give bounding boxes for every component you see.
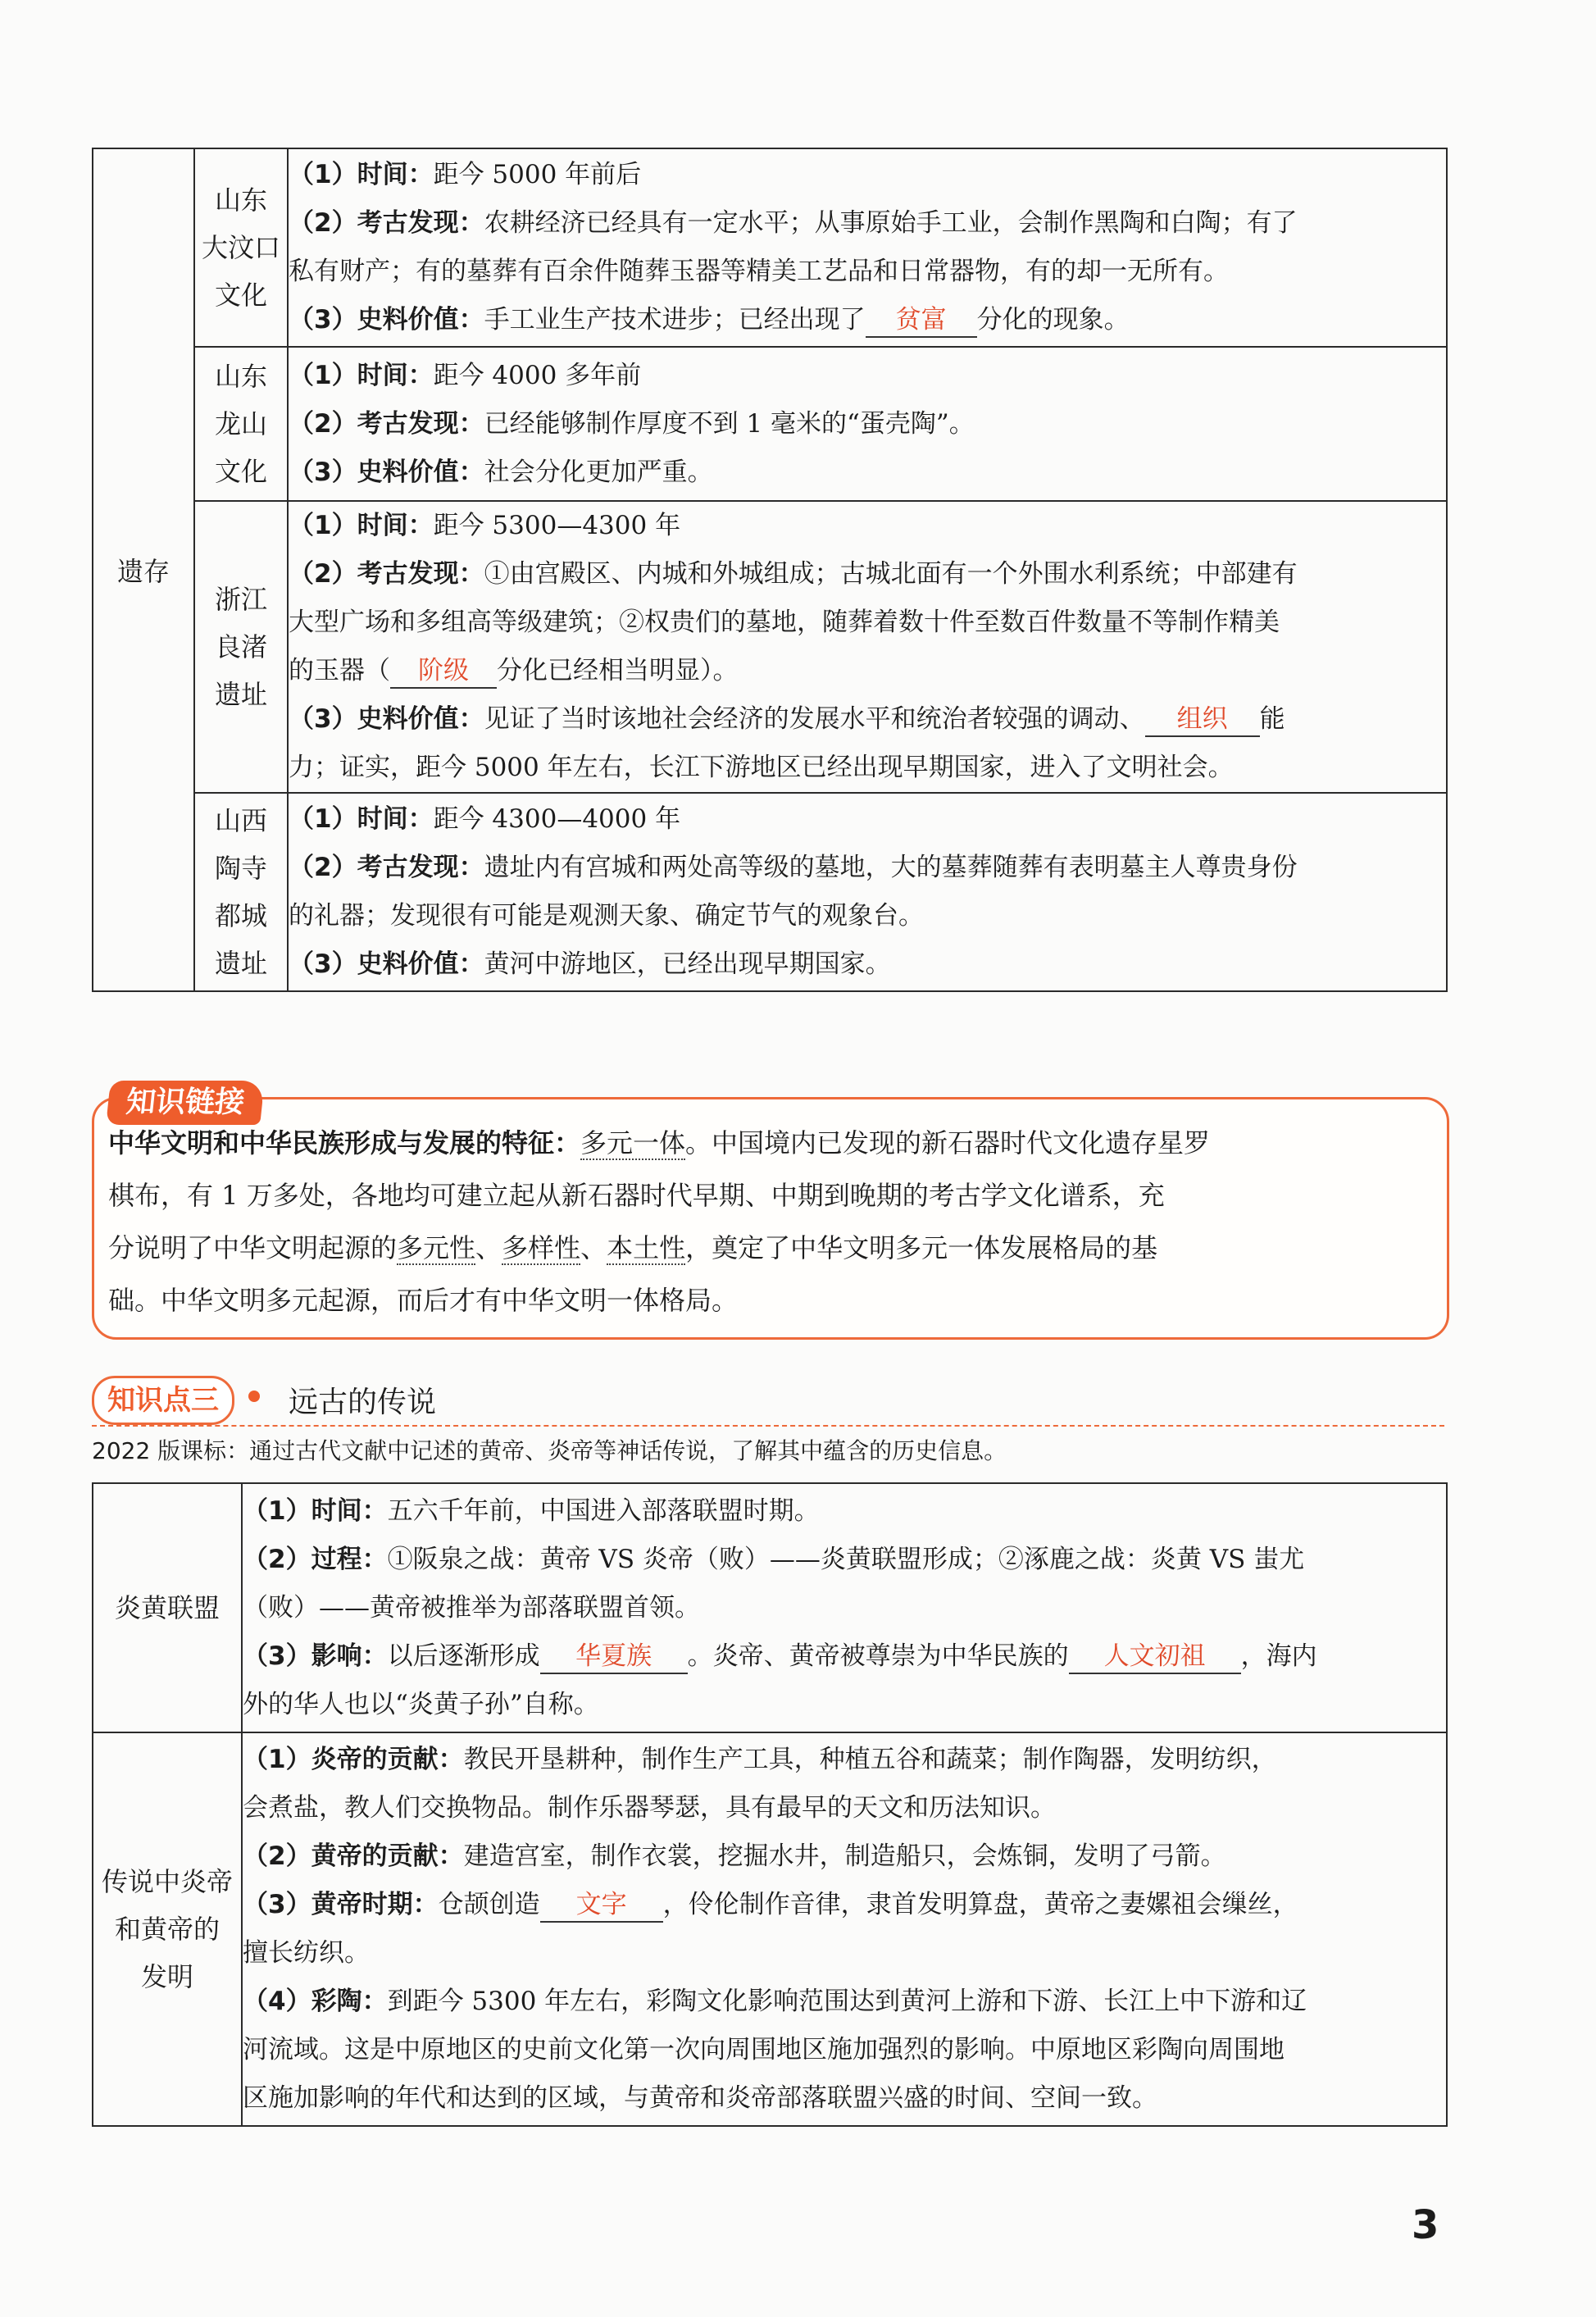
site-name-dawenkou: 山东 大汶口 文化 xyxy=(194,148,288,347)
site-content-liangzhu: （1）时间：距今 5300—4300 年 （2）考古发现：①由宫殿区、内城和外城组成；古城北面有一个外围水利系统；中部建有 大型广场和多组高等级建筑；②权贵们的墓地，随葬着数十件至数百件数量不等制作精美 的玉器（ 阶级 分化已经相当明显）。 （3）史料价值：见证了当时该地社会经济的发展水平和统治者较强的调动、 组织 能 力；证实，距今 5000 年左右，长江下游地区已经出现早期国家，进入了文明社会。 xyxy=(288,501,1447,793)
answer-blank: 阶级 xyxy=(390,654,497,689)
inventions-content: （1）炎帝的贡献：教民开垦耕种，制作生产工具，种植五谷和蔬菜；制作陶器，发明纺织， 会煮盐，教人们交换物品。制作乐器琴瑟，具有最早的天文和历法知识。 （2）黄帝的贡献：建造宫室，制作衣裳，挖掘水井，制造船只，会炼铜，发明了弓箭。 （3）黄帝时期：仓颉创造 文字 ，伶伦制作音律，隶首发明算盘，黄帝之妻嫘祖会缫丝， 擅长纺织。 （4）彩陶：到距今 5300 年左右，彩陶文化影响范围达到黄河上游和下游、长江上中下游和辽 河流域。这是中原地区的史前文化第一次向周围地区施加强烈的影响。中原地区彩陶向周围地 区施加影响的年代和达到的区域，与黄帝和炎帝部落联盟兴盛的时间、空间一致。 xyxy=(242,1732,1447,2126)
key-term: 多样性 xyxy=(502,1232,581,1263)
knowledge-link-text: 中华文明和中华民族形成与发展的特征：多元一体。中国境内已发现的新石器时代文化遗存星罗 棋布，有 1 万多处，各地均可建立起从新石器时代早期、中期到晚期的考古学文化谱系，充 分说明了中华文明起源的多元性、多样性、本土性，奠定了中华文明多元一体发展格局的基 础。中华文明多元起源，而后才有中华文明一体格局。 xyxy=(108,1127,1211,1316)
site-content-longshan: （1）时间：距今 4000 多年前 （2）考古发现：已经能够制作厚度不到 1 毫米的“蛋壳陶”。 （3）史料价值：社会分化更加严重。 xyxy=(288,347,1447,501)
alliance-content: （1）时间：五六千年前，中国进入部落联盟时期。 （2）过程：①阪泉之战：黄帝 VS 炎帝（败）——炎黄联盟形成；②涿鹿之战：炎黄 VS 蚩尤 （败）——黄帝被推举为部落联盟首领。 （3）影响：以后逐渐形成 华夏族 。炎帝、黄帝被尊崇为中华民族的 人文初祖 ，海内 外的华人也以“炎黄子孙”自称。 xyxy=(242,1483,1447,1732)
answer-blank: 人文初祖 xyxy=(1069,1640,1241,1674)
knowledge-link-tag: 知识链接 xyxy=(106,1081,265,1125)
site-name-liangzhu: 浙江 良渚 遗址 xyxy=(194,501,288,793)
bullet-dot-icon xyxy=(248,1391,260,1402)
key-term: 多元性 xyxy=(397,1232,476,1263)
row-label-relics: 遗存 xyxy=(93,148,194,991)
row-label-inventions: 传说中炎帝 和黄帝的 发明 xyxy=(93,1732,242,2126)
site-name-longshan: 山东 龙山 文化 xyxy=(194,347,288,501)
site-name-taosi: 山西 陶寺 都城 遗址 xyxy=(194,793,288,991)
site-content-dawenkou: （1）时间：距今 5000 年前后 （2）考古发现：农耕经济已经具有一定水平；从事原始手工业，会制作黑陶和白陶；有了 私有财产；有的墓葬有百余件随葬玉器等精美工艺品和日常器物，有的却一无所有。 （3）史料价值：手工业生产技术进步；已经出现了 贫富 分化的现象。 xyxy=(288,148,1447,347)
answer-blank: 贫富 xyxy=(866,303,977,338)
row-label-alliance: 炎黄联盟 xyxy=(93,1483,242,1732)
site-content-taosi: （1）时间：距今 4300—4000 年 （2）考古发现：遗址内有宫城和两处高等级的墓地，大的墓葬随葬有表明墓主人尊贵身份 的礼器；发现很有可能是观测天象、确定节气的观象台。 （3）史料价值：黄河中游地区，已经出现早期国家。 xyxy=(288,793,1447,991)
relics-table xyxy=(92,148,1448,992)
section-tag: 知识点三 xyxy=(92,1376,234,1425)
key-term: 本土性 xyxy=(607,1232,686,1263)
answer-blank: 组织 xyxy=(1145,703,1260,737)
section-title: 远古的传说 xyxy=(289,1386,437,1419)
answer-blank: 文字 xyxy=(540,1888,663,1923)
page-number: 3 xyxy=(1412,2202,1439,2248)
section-divider xyxy=(92,1425,1444,1427)
key-term: 多元一体 xyxy=(580,1127,686,1158)
answer-blank: 华夏族 xyxy=(540,1640,688,1674)
curriculum-standard: 2022 版课标：通过古代文献中记述的黄帝、炎帝等神话传说，了解其中蕴含的历史信息。 xyxy=(92,1437,1007,1464)
legends-table xyxy=(92,1482,1448,2127)
knowledge-link-heading: 中华文明和中华民族形成与发展的特征： xyxy=(108,1127,581,1158)
